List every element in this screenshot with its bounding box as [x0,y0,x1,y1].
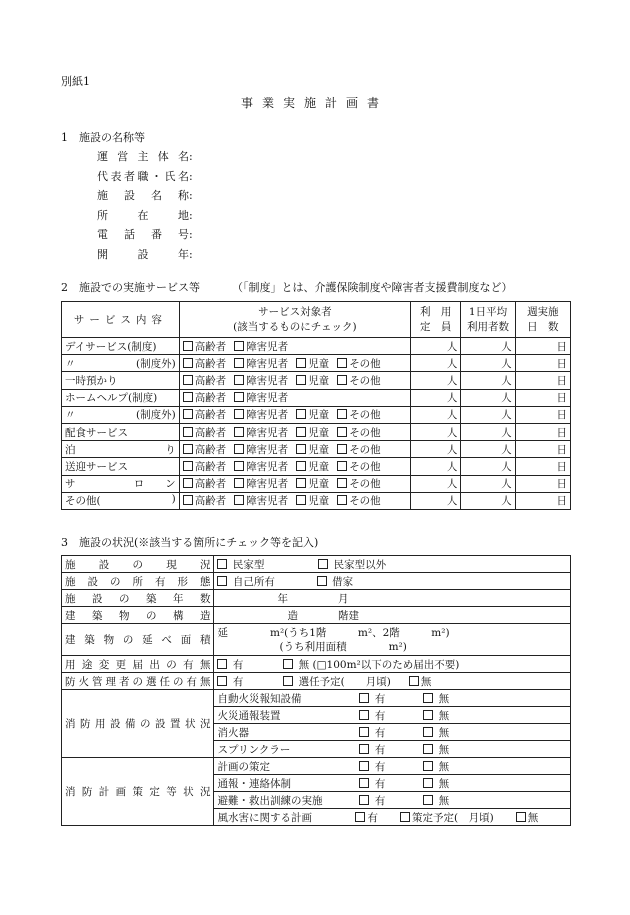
service-target: 高齢者 障害児者 児童 その他 [179,372,410,389]
fire-equipment-row [62,690,571,707]
facility-info-row [97,187,193,203]
own-checkbox[interactable] [217,576,227,586]
service-name: 一時預かり [62,372,180,389]
facility-status-table [61,555,571,826]
elderly-checkbox[interactable] [183,341,193,351]
flood-plan-checkbox[interactable] [400,812,410,822]
disabled-checkbox[interactable] [234,444,244,454]
capacity-cell[interactable]: 人 [411,423,461,440]
child-checkbox[interactable] [296,495,306,505]
facility-info-row [97,168,193,184]
capacity-header: 利 用 定 員 [411,302,461,338]
service-row [62,372,571,389]
colon: : [189,150,193,163]
elderly-checkbox[interactable] [183,478,193,488]
flood-yes-checkbox[interactable] [355,812,365,822]
structure-label: 建築物の構造 [62,607,214,624]
disabled-checkbox[interactable] [234,409,244,419]
rent-checkbox[interactable] [317,576,327,586]
daily-users-cell[interactable]: 人 [461,475,515,492]
age-label: 施設の築年数 [62,590,214,607]
usage-no-checkbox[interactable] [283,659,293,669]
section2-note: （「制度」とは、介護保険制度や障害者支援費制度など） [232,281,513,294]
fire-plan-item: 避難・救出訓練の実施 有 無 [214,792,571,809]
service-table-header [62,302,571,338]
capacity-cell[interactable]: 人 [411,389,461,406]
equip-no-checkbox[interactable] [423,744,433,754]
weekly-days-cell[interactable]: 日 [515,475,570,492]
daily-users-cell[interactable]: 人 [461,423,515,440]
flood-no-checkbox[interactable] [516,812,526,822]
service-name: 〃 (制度外) [62,355,180,372]
equip-yes-checkbox[interactable] [359,744,369,754]
service-target: 高齢者 障害児者 児童 その他 [179,406,410,423]
usage-yes-checkbox[interactable] [217,659,227,669]
capacity-cell[interactable]: 人 [411,355,461,372]
daily-users-cell[interactable]: 人 [461,355,515,372]
page-title: 事業実施計画書 [241,96,389,110]
daily-users-cell[interactable]: 人 [461,492,515,509]
equip-no-checkbox[interactable] [423,710,433,720]
other-checkbox[interactable] [337,478,347,488]
service-name: 〃 (制度外) [62,406,180,423]
equip-no-checkbox[interactable] [423,727,433,737]
weekly-days-cell[interactable]: 日 [515,441,570,458]
fire-equipment-label: 消防用設備の設置状況 [62,690,214,758]
capacity-cell[interactable]: 人 [411,406,461,423]
service-target: 高齢者 障害児者 児童 その他 [179,492,410,509]
fire-manager-label: 防火管理者の選任の有無 [62,673,214,690]
service-table [61,301,571,510]
equip-yes-checkbox[interactable] [359,693,369,703]
service-header: サービス内容 [62,302,180,338]
disabled-checkbox[interactable] [234,461,244,471]
weekly-days-cell[interactable]: 日 [515,406,570,423]
equip-yes-checkbox[interactable] [359,727,369,737]
disabled-checkbox[interactable] [234,341,244,351]
facility-info-label: 代表者職・氏名 [97,169,189,183]
elderly-checkbox[interactable] [183,461,193,471]
service-target: 高齢者 障害児者 児童 その他 [179,475,410,492]
service-row [62,389,571,406]
elderly-checkbox[interactable] [183,495,193,505]
fire-plan-row [62,758,571,775]
service-name: 泊 り [62,441,180,458]
daily-users-cell[interactable]: 人 [461,441,515,458]
service-row [62,423,571,440]
facility-info-row [97,148,193,164]
weekly-days-cell[interactable]: 日 [515,389,570,406]
elderly-checkbox[interactable] [183,444,193,454]
daily-users-cell[interactable]: 人 [461,338,515,355]
facility-info-label: 運営主体名 [97,150,189,163]
fire-plan-item: 通報・連絡体制 有 無 [214,775,571,792]
usage-change-options: 有 無 (□100m²以下のため届出不要) [214,656,571,673]
other-checkbox[interactable] [337,444,347,454]
daily-users-cell[interactable]: 人 [461,406,515,423]
area-value: 延 m²(うち1階 m²、2階 m²) (うち利用面積 m²) [214,624,571,656]
service-row [62,458,571,475]
service-row [62,338,571,355]
other-checkbox[interactable] [337,409,347,419]
service-target: 高齢者 障害児者 [179,338,410,355]
weekly-days-header: 週実施 日 数 [515,302,570,338]
fire-mgr-yes-checkbox[interactable] [217,676,227,686]
colon: : [189,228,193,241]
service-row [62,355,571,372]
elderly-checkbox[interactable] [183,375,193,385]
flood-plan-item: 風水害に関する計画 有 策定予定( 月頃) 無 [214,809,571,826]
colon: : [189,208,193,222]
usage-change-label: 用途変更届出の有無 [62,656,214,673]
ownership-options: 自己所有 借家 [214,573,571,590]
section2-heading: 2 施設での実施サービス等 [61,281,200,294]
fire-manager-options: 有 選任予定( 月頃) 無 [214,673,571,690]
other-checkbox[interactable] [337,358,347,368]
fire-equipment-item: スプリンクラー 有 無 [214,741,571,758]
age-value: 年 月 [214,590,571,607]
facility-info-row [97,226,193,242]
service-name: 送迎サービス [62,458,180,475]
facility-info-row [97,246,193,262]
service-name: ホームヘルプ(制度) [62,389,180,406]
weekly-days-cell[interactable]: 日 [515,423,570,440]
service-name: サ ロ ン [62,475,180,492]
other-checkbox[interactable] [337,427,347,437]
child-checkbox[interactable] [296,375,306,385]
fire-plan-item: 計画の策定 有 無 [214,758,571,775]
disabled-checkbox[interactable] [234,358,244,368]
plan-no-checkbox[interactable] [423,761,433,771]
section1-heading: 1 施設の名称等 [61,131,145,144]
plan-yes-checkbox[interactable] [359,778,369,788]
child-checkbox[interactable] [296,427,306,437]
other-checkbox[interactable] [337,375,347,385]
facility-info-label: 所在地 [97,208,189,222]
fire-mgr-plan-checkbox[interactable] [283,676,293,686]
section3-heading: 3 施設の状況(※該当する箇所にチェック等を記入) [61,536,319,549]
service-name: デイサービス(制度) [62,338,180,355]
facility-info-label: 電話番号 [97,228,189,241]
fire-mgr-no-checkbox[interactable] [409,676,419,686]
child-checkbox[interactable] [296,478,306,488]
service-row [62,441,571,458]
other-checkbox[interactable] [337,495,347,505]
elderly-checkbox[interactable] [183,392,193,402]
capacity-cell[interactable]: 人 [411,372,461,389]
attachment-label: 別紙1 [61,75,90,88]
ownership-label: 施設の所有形態 [62,573,214,590]
service-target: 高齢者 障害児者 児童 その他 [179,423,410,440]
facility-info-row [97,207,193,223]
daily-users-cell[interactable]: 人 [461,458,515,475]
status-options: 民家型 民家型以外 [214,556,571,573]
disabled-checkbox[interactable] [234,427,244,437]
capacity-cell[interactable]: 人 [411,458,461,475]
child-checkbox[interactable] [296,358,306,368]
disabled-checkbox[interactable] [234,392,244,402]
plan-no-checkbox[interactable] [423,778,433,788]
status-other-checkbox[interactable] [318,559,328,569]
equip-no-checkbox[interactable] [423,693,433,703]
plan-yes-checkbox[interactable] [359,761,369,771]
capacity-cell[interactable]: 人 [411,338,461,355]
fire-equipment-item: 火災通報装置 有 無 [214,707,571,724]
status-label: 施設の現況 [62,556,214,573]
weekly-days-cell[interactable]: 日 [515,338,570,355]
weekly-days-cell[interactable]: 日 [515,355,570,372]
service-row [62,492,571,509]
facility-info-label: 開設年 [97,247,189,261]
colon: : [189,189,193,202]
service-target: 高齢者 障害児者 児童 その他 [179,355,410,372]
fire-plan-label: 消防計画策定等状況 [62,758,214,826]
fire-equipment-item: 自動火災報知設備 有 無 [214,690,571,707]
service-name: その他( ) [62,492,180,509]
fire-equipment-item: 消火器 有 無 [214,724,571,741]
service-name: 配食サービス [62,423,180,440]
service-row [62,406,571,423]
daily-users-header: 1日平均 利用者数 [461,302,515,338]
service-target: 高齢者 障害児者 児童 その他 [179,458,410,475]
service-target: 高齢者 障害児者 [179,389,410,406]
elderly-checkbox[interactable] [183,358,193,368]
plan-no-checkbox[interactable] [423,795,433,805]
area-label: 建築物の延べ面積 [62,624,214,656]
equip-yes-checkbox[interactable] [359,710,369,720]
capacity-cell[interactable]: 人 [411,441,461,458]
daily-users-cell[interactable]: 人 [461,389,515,406]
weekly-days-cell[interactable]: 日 [515,458,570,475]
disabled-checkbox[interactable] [234,495,244,505]
structure-value: 造 階建 [214,607,571,624]
child-checkbox[interactable] [296,444,306,454]
disabled-checkbox[interactable] [234,375,244,385]
colon: : [189,247,193,261]
service-row [62,475,571,492]
disabled-checkbox[interactable] [234,478,244,488]
capacity-cell[interactable]: 人 [411,475,461,492]
status-minka-checkbox[interactable] [217,559,227,569]
weekly-days-cell[interactable]: 日 [515,372,570,389]
elderly-checkbox[interactable] [183,427,193,437]
target-header: サービス対象者 (該当するものにチェック) [179,302,410,338]
colon: : [189,169,193,183]
elderly-checkbox[interactable] [183,409,193,419]
child-checkbox[interactable] [296,461,306,471]
capacity-cell[interactable]: 人 [411,492,461,509]
weekly-days-cell[interactable]: 日 [515,492,570,509]
child-checkbox[interactable] [296,409,306,419]
service-target: 高齢者 障害児者 児童 その他 [179,441,410,458]
facility-info-label: 施設名称 [97,189,189,202]
daily-users-cell[interactable]: 人 [461,372,515,389]
plan-yes-checkbox[interactable] [359,795,369,805]
other-checkbox[interactable] [337,461,347,471]
